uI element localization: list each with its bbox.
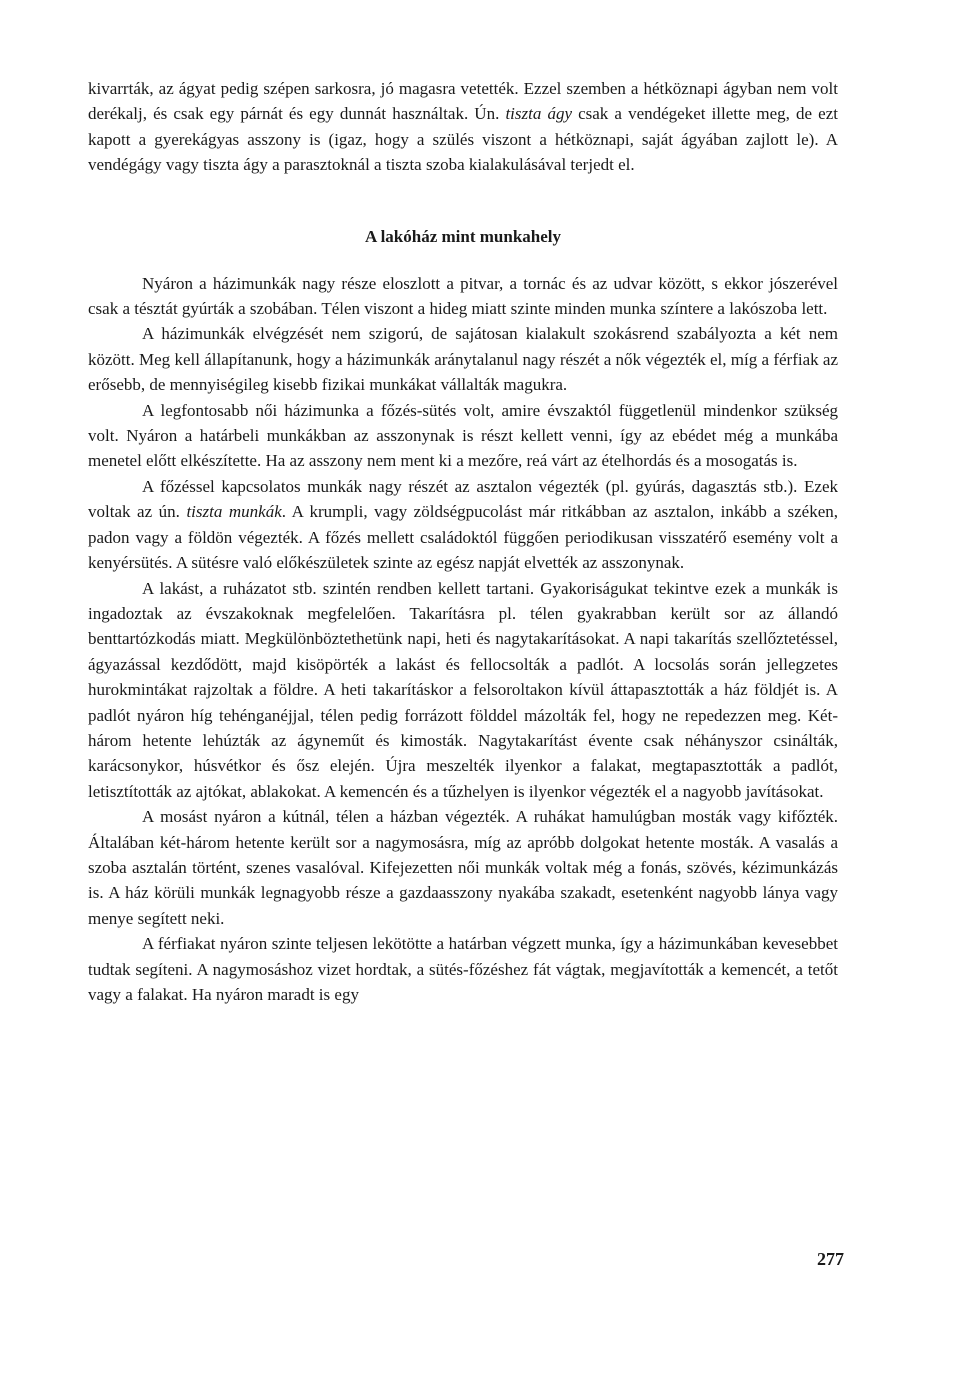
document-page bbox=[88, 76, 838, 1007]
opening-italic-term: tiszta ágy bbox=[505, 104, 572, 124]
section-title: A lakóház mint munkahely bbox=[364, 226, 561, 246]
cooking-italic-term: tiszta munkák bbox=[186, 502, 282, 522]
cooking-text-part2: . A krumpli, vagy zöldségpucolást már ritkábban az asztalon, inkább a széken, padon vagy a földön végezték. A főzés mellett családoktól függően periodikusan visszatérő esemény volt a kenyérsütés. A sütésre való előkészületek szinte az egész napját elvették az asszonynak. bbox=[88, 502, 838, 573]
opening-text-part1: kivarrták, az ágyat pedig szépen sarkosra, jó magasra vetették. Ezzel szemben a hétköznapi ágyban nem volt derékalj, és csak egy párnát és egy dunnát használtak. Ún. bbox=[88, 79, 838, 124]
paragraph-gender-roles: A házimunkák elvégzését nem szigorú, de sajátosan kialakult szokásrend szabályozta a két nem között. Meg kell állapítanunk, hogy a házimunkák aránytalanul nagy részét a nők végezték el, míg a férfiak az erősebb, de mennyiségileg kisebb fizikai munkákat vállalták magukra. bbox=[88, 324, 838, 395]
paragraph-cooking-baking: A legfontosabb női házimunka a főzés-sütés volt, amire évszaktól függetlenül mindenkor szükség volt. Nyáron a határbeli munkákban az asszonynak is részt kellett venni, így az ebédet még a munkába menetel előtt elkészítette. Ha az asszony nem ment ki a mezőre, reá várt az ételhordás és a mosogatás is. bbox=[88, 400, 838, 471]
opening-paragraph bbox=[88, 76, 838, 178]
paragraph-washing: A mosást nyáron a kútnál, télen a házban végezték. A ruhákat hamulúgban mosták vagy kifőzték. Általában két-három hetente került sor a nagymosásra, míg az apróbb dolgokat hetente mosták. A vasalás a szoba asztalán történt, szenes vasalóval. Kifejezetten női munkák voltak még a fonás, szövés, kézimunkázás is. A ház körüli munkák legnagyobb része a gazdaasszony nyakába szakadt, esetenként nagyobb lánya vagy menye segített neki. bbox=[88, 807, 838, 928]
paragraph-cleaning: A lakást, a ruházatot stb. szintén rendben kellett tartani. Gyakoriságukat tekintve ezek a munkák is ingadoztak az évszakoknak megfelelően. Takarításra pl. télen gyakrabban került sor az állandó benttartózkodás miatt. Megkülönböztethetünk napi, heti és nagytakarításokat. A napi takarítás szellőztetéssel, ágyazással kezdődött, majd kisöpörték a lakást és fellocsolták a padlót. A locsolás során jellegzetes hurokmintákat rajzoltak a földre. A heti takarításkor a felsoroltakon kívül áttapasztották a ház földjét is. A padlót nyáron híg tehénganéjjal, télen pedig forrázott földdel mázolták fel, hogy ne repedezzen meg. Két-három hetente lehúzták az ágyneműt és kimosták. Nagytakarítást évente csak néhányszor csinálták, karácsonykor, húsvétkor és ősz elején. Újra meszelték ilyenkor a falakat, megtapasztották a padlót, letisztították az ajtókat, ablakokat. A kemencén és a tűzhelyen is ilyenkor végezték el a nagyobb javításokat. bbox=[88, 578, 838, 801]
cooking-text-part1: A főzéssel kapcsolatos munkák nagy részét az asztalon végezték (pl. gyúrás, dagasztás stb.). Ezek voltak az ún. bbox=[88, 476, 838, 522]
page-number: 277 bbox=[817, 1249, 844, 1269]
paragraph-men-work: A férfiakat nyáron szinte teljesen lekötötte a határban végzett munka, így a házimunkában kevesebbet tudtak segíteni. A nagymosáshoz vizet hordtak, a sütés-főzéshez fát vágtak, megjavították a kemencét, a tetőt vagy a falakat. Ha nyáron maradt is egy bbox=[88, 934, 838, 1004]
paragraph-summer-work: Nyáron a házimunkák nagy része eloszlott a pitvar, a tornác és az udvar között, s ekkor jószerével csak a tésztát gyúrták a szobában. Télen viszont a hideg miatt szinte minden munka színtere a lakószoba lett. bbox=[88, 273, 838, 319]
paragraph-table-work bbox=[88, 474, 838, 576]
opening-text-part2: csak a vendégeket illette meg, de ezt kapott a gyerekágyas asszony is (igaz, hogy a szülés viszont a hétköznapi, saját ágyában zajlott le). A vendégágy vagy tiszta ágy a parasztoknál a tiszta szoba kialakulásával terjedt el. bbox=[88, 104, 838, 175]
